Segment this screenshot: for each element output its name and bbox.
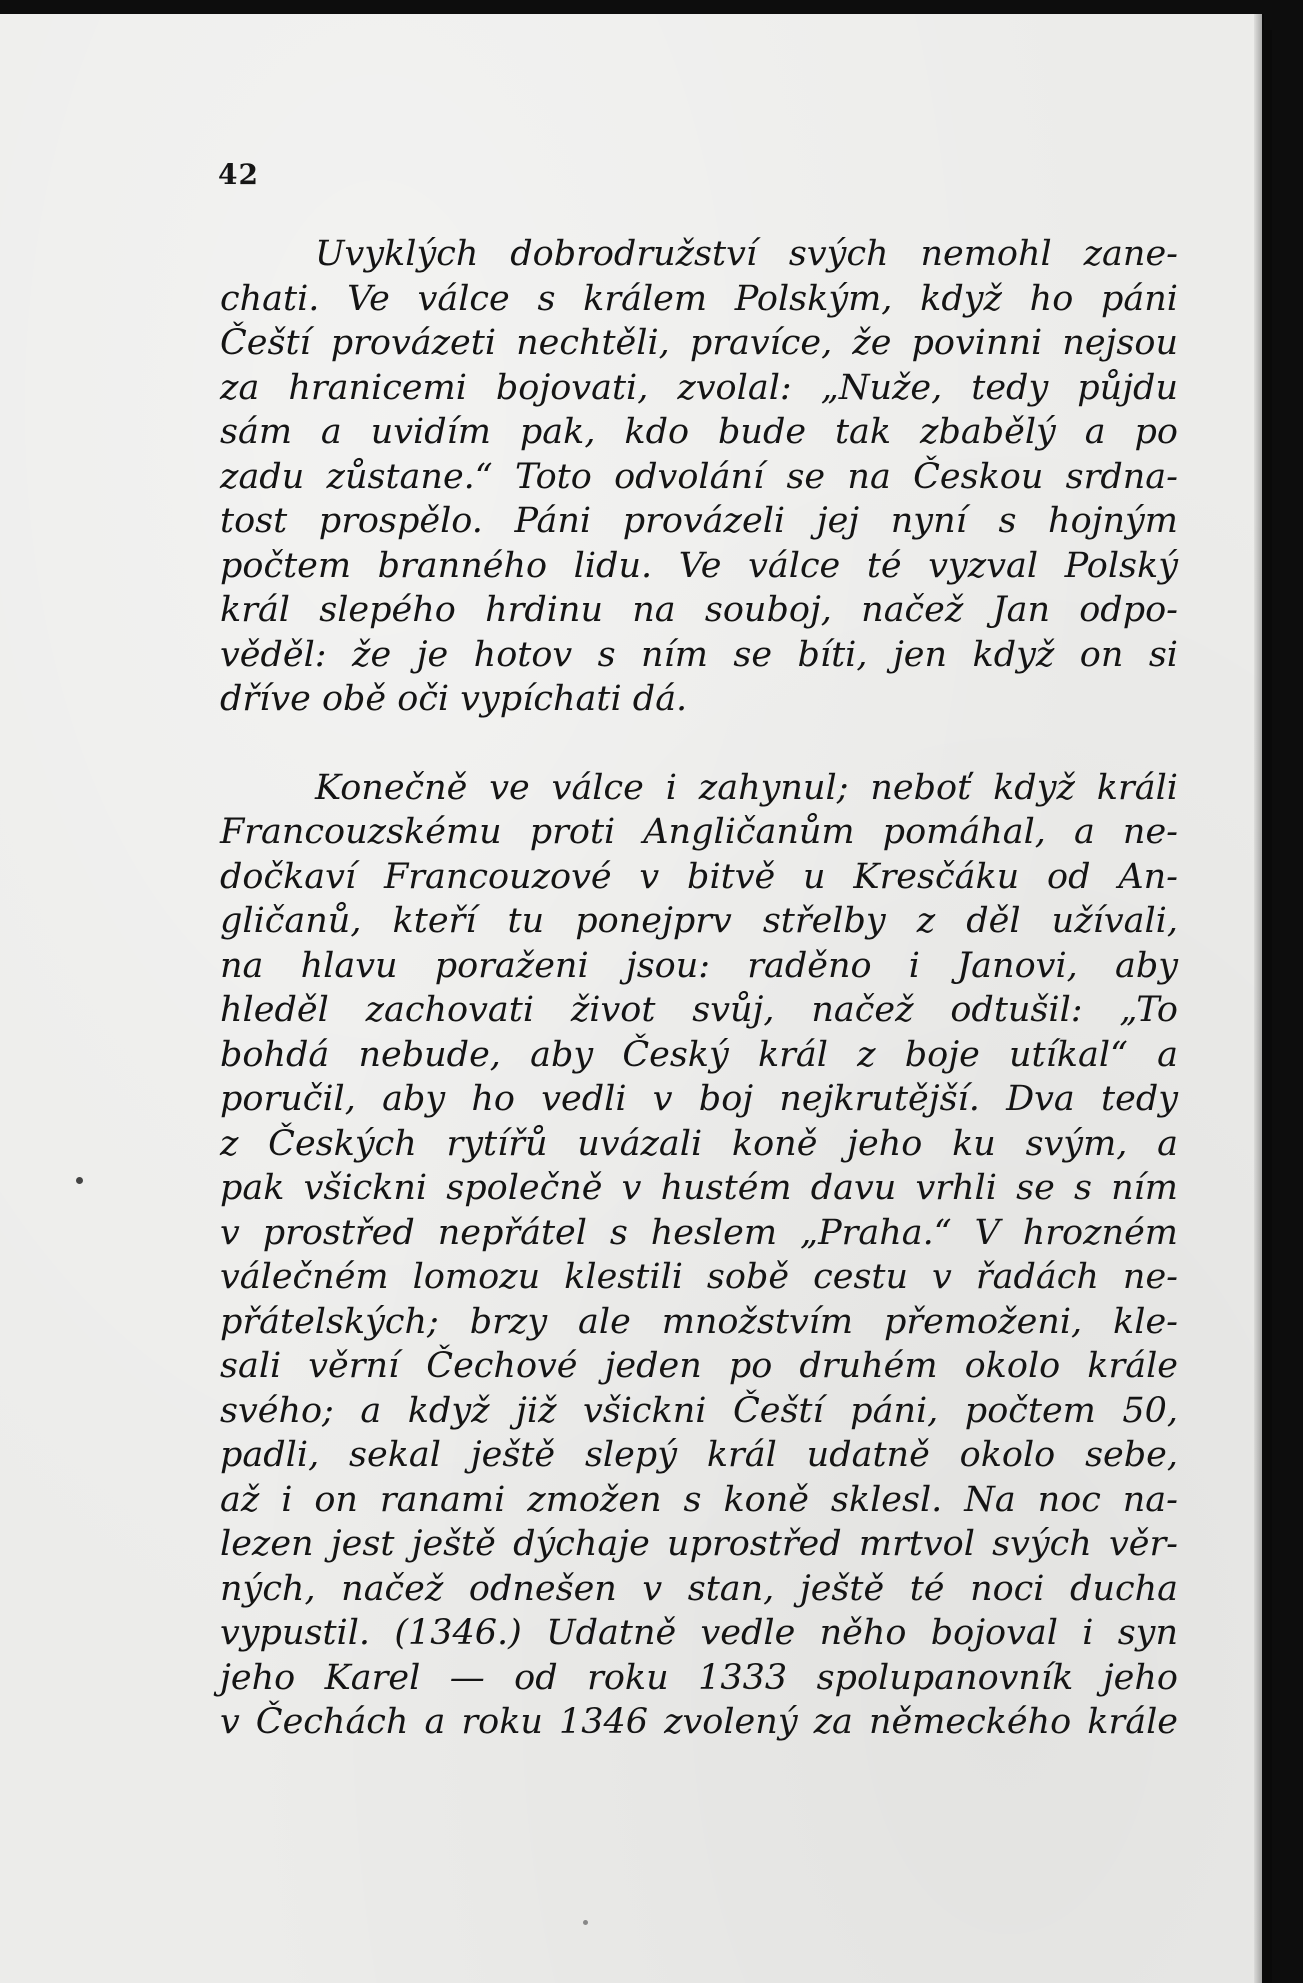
text-line: v prostřed nepřátel s heslem „Praha.“ V hrozném xyxy=(220,1212,1178,1253)
book-page xyxy=(0,14,1262,1983)
text-line: za hranicemi bojovati, zvolal: „Nuže, tedy půjdu xyxy=(220,367,1178,408)
text-line: padli, sekal ještě slepý král udatně okolo sebe, xyxy=(220,1435,1178,1475)
scan-speck xyxy=(583,1920,588,1925)
binding-edge xyxy=(1262,30,1272,1983)
text-line: Čeští provázeti nechtěli, pravíce, že povinni nejsou xyxy=(220,323,1178,363)
paragraph-1 xyxy=(220,232,1178,722)
text-line: sám a uvidím pak, kdo bude tak zbabělý a po xyxy=(220,412,1178,452)
text-line: zadu zůstane.“ Toto odvolání se na Českou srdna- xyxy=(220,456,1178,497)
text-line: sali věrní Čechové jeden po druhém okolo krále xyxy=(220,1346,1178,1386)
text-line: poručil, aby ho vedli v boj nejkrutější. Dva tedy xyxy=(220,1079,1178,1119)
text-line: tost prospělo. Páni provázeli jej nyní s hojným xyxy=(220,501,1178,541)
text-line: pak všickni společně v hustém davu vrhli se s ním xyxy=(220,1168,1178,1208)
text-line: na hlavu poraženi jsou: raděno i Janovi, aby xyxy=(220,945,1178,986)
text-line: lezen jest ještě dýchaje uprostřed mrtvol svých věr- xyxy=(220,1524,1178,1564)
text-line: dříve obě oči vypíchati dá. xyxy=(220,679,688,719)
text-line: bohdá nebude, aby Český král z boje utíkal“ a xyxy=(220,1034,1178,1075)
text-line: ných, načež odnešen v stan, ještě té noci ducha xyxy=(220,1568,1178,1609)
text-line: Konečně ve válce i zahynul; neboť když králi xyxy=(315,767,1178,808)
text-line: válečném lomozu klestili sobě cestu v řadách ne- xyxy=(220,1257,1178,1297)
text-line: z Českých rytířů uvázali koně jeho ku svým, a xyxy=(220,1123,1178,1164)
text-line: hleděl zachovati život svůj, načež odtušil: „To xyxy=(220,990,1178,1030)
text-line: vypustil. (1346.) Udatně vedle něho bojoval i syn xyxy=(220,1613,1178,1653)
text-line: Uvyklých dobrodružství svých nemohl zane- xyxy=(315,234,1178,274)
text-line: Francouzskému proti Angličanům pomáhal, a ne- xyxy=(220,812,1178,852)
scan-speck xyxy=(76,1177,83,1184)
paragraph-gap xyxy=(220,722,1178,766)
page-text xyxy=(220,232,1178,1745)
paragraph-2 xyxy=(220,766,1178,1745)
text-line: dočkaví Francouzové v bitvě u Kresčáku od An- xyxy=(220,856,1178,897)
text-line: chati. Ve válce s králem Polským, když ho páni xyxy=(220,278,1178,319)
text-line: v Čechách a roku 1346 zvolený za německého krále xyxy=(220,1702,1178,1742)
text-line: gličanů, kteří tu ponejprv střelby z děl užívali, xyxy=(220,901,1178,941)
text-line: až i on ranami zmožen s koně sklesl. Na noc na- xyxy=(220,1479,1178,1520)
text-line: věděl: že je hotov s ním se bíti, jen když on si xyxy=(220,634,1178,675)
text-line: přátelských; brzy ale množstvím přemoženi, kle- xyxy=(220,1301,1178,1342)
text-line: počtem branného lidu. Ve válce té vyzval Polský xyxy=(220,545,1178,586)
page-number: 42 xyxy=(218,158,259,191)
text-line: svého; a když již všickni Čeští páni, počtem 50, xyxy=(220,1390,1178,1431)
text-line: král slepého hrdinu na souboj, načež Jan odpo- xyxy=(220,590,1178,630)
text-line: jeho Karel — od roku 1333 spolupanovník jeho xyxy=(220,1657,1178,1698)
